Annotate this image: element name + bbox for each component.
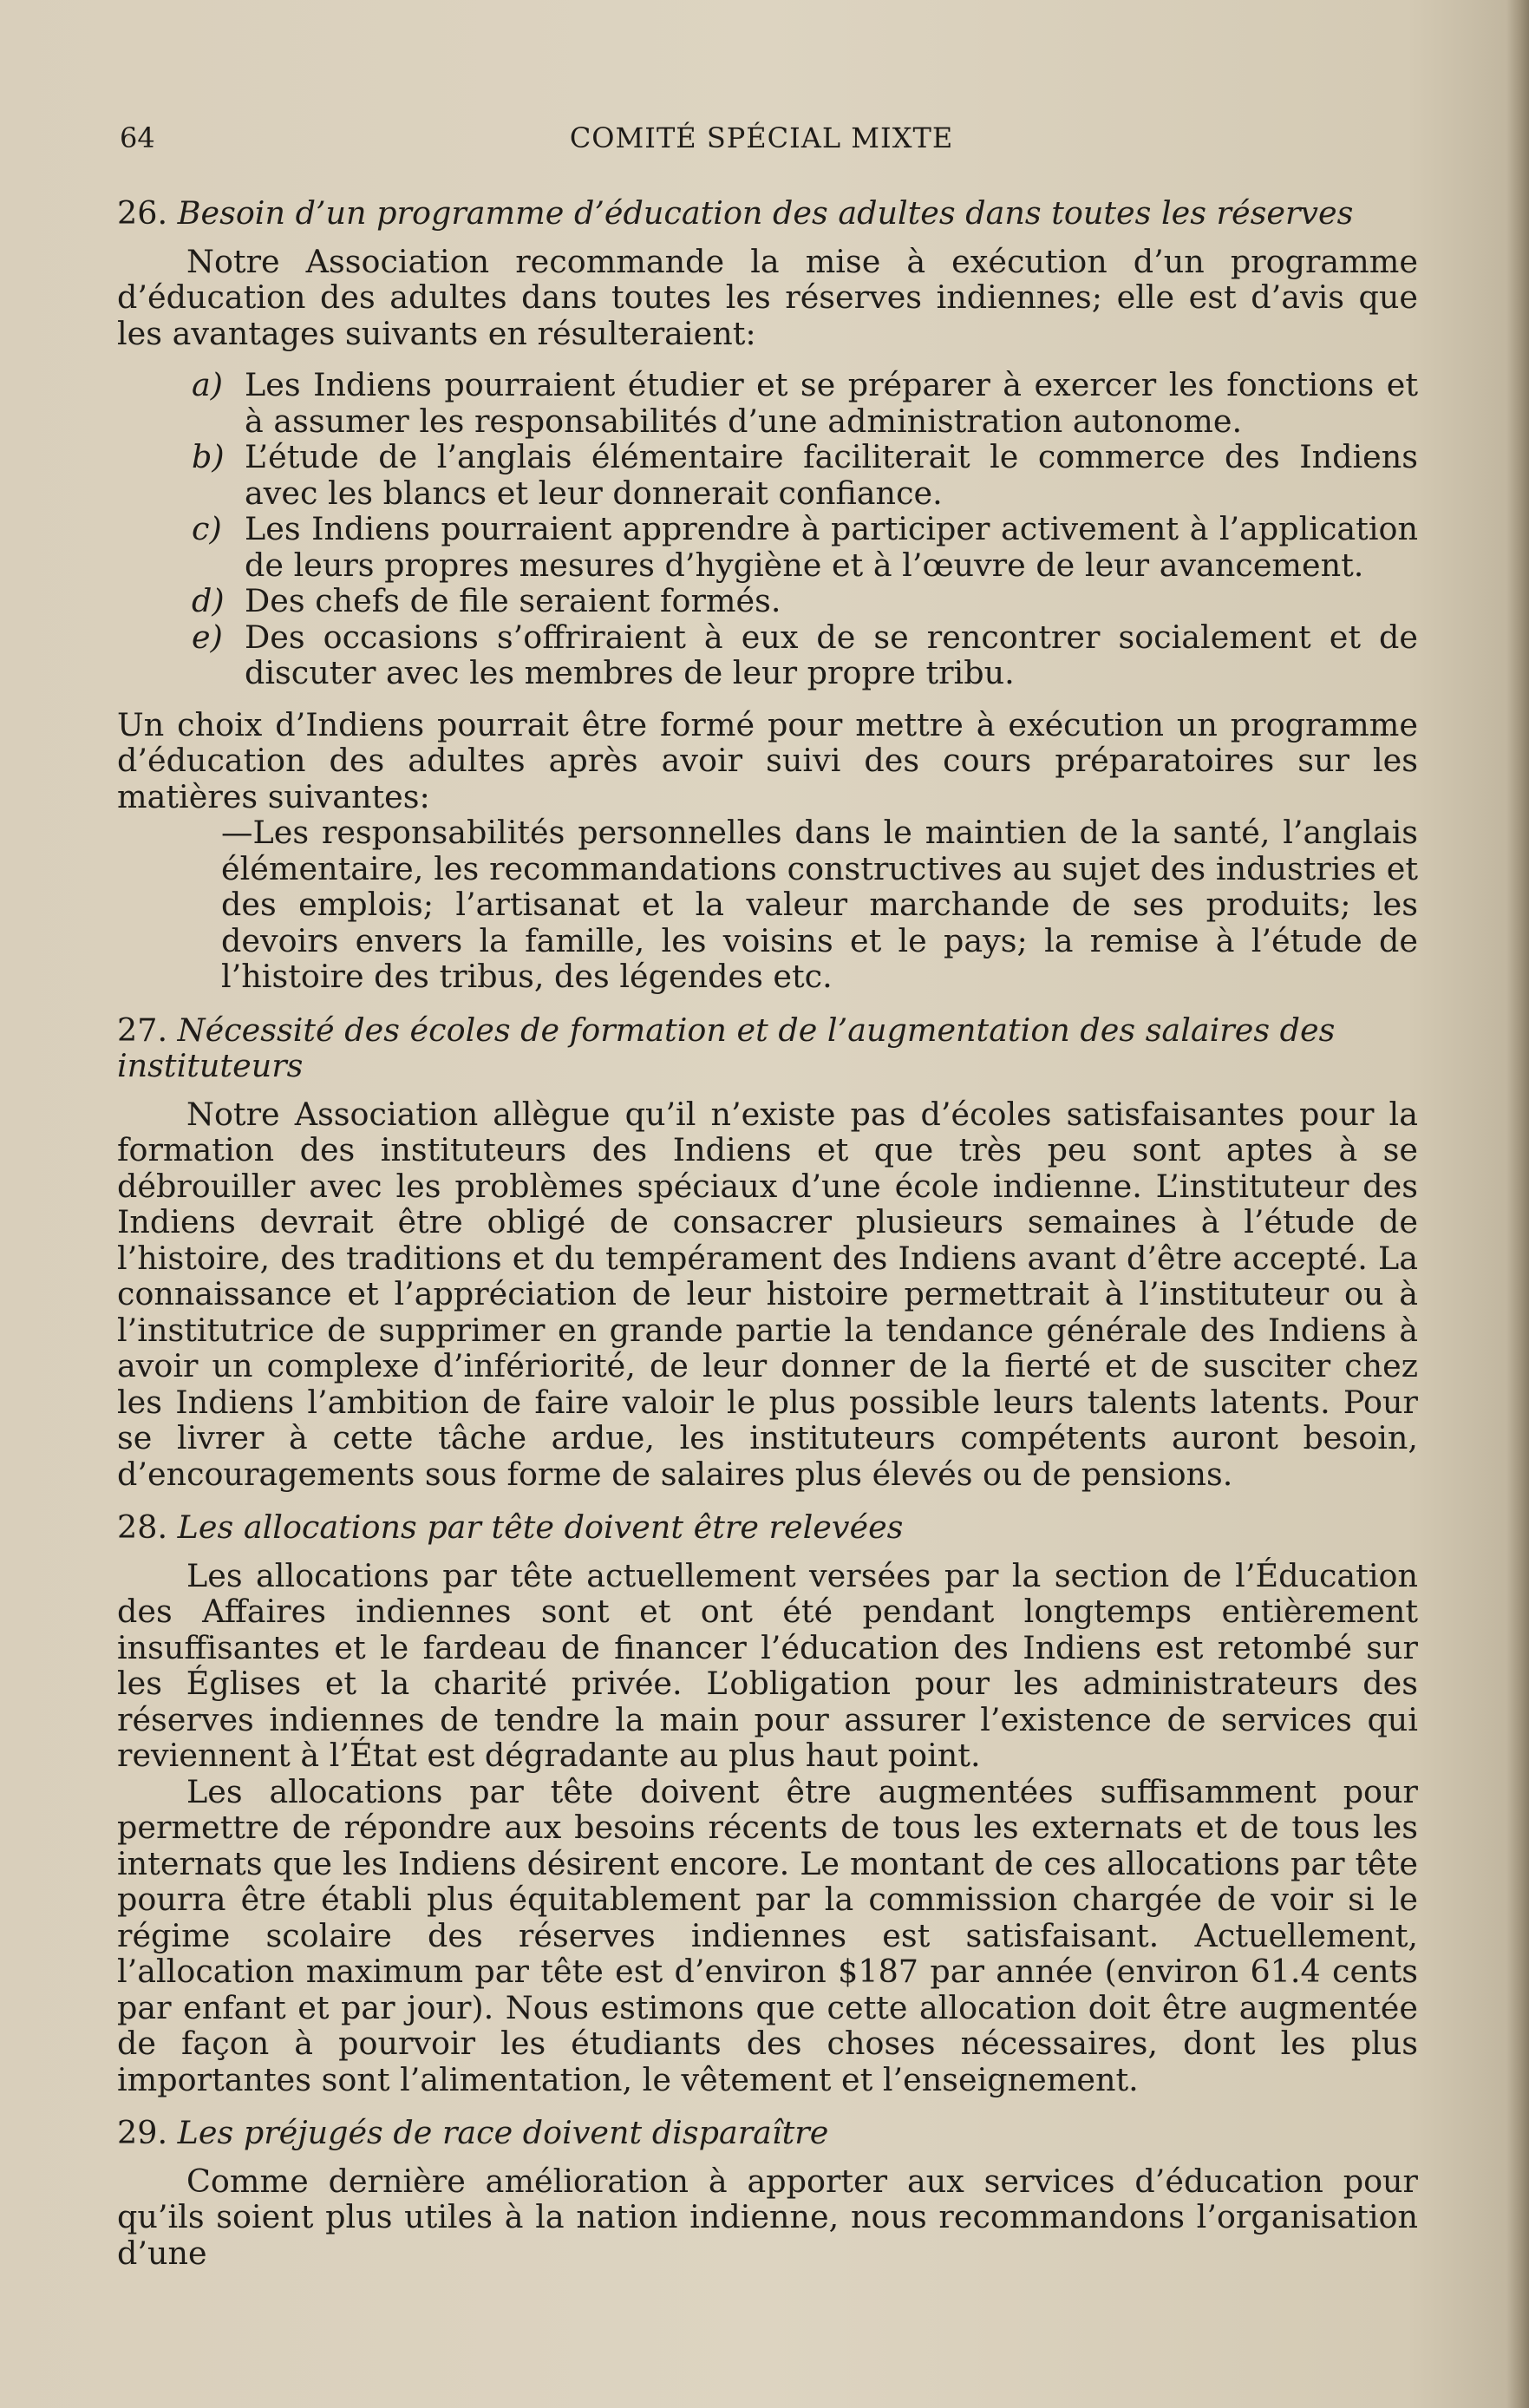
paragraph: Notre Association recommande la mise à exécution d’un programme d’éducation des adultes dans toutes les réserves indiennes; elle est d’avis que les avantages suivants en résulteraient:	[117, 242, 1418, 352]
section-number: 27.	[117, 1011, 168, 1049]
list-item-text: Des chefs de file seraient formés.	[245, 582, 781, 619]
recommendation-list	[117, 367, 1418, 691]
section-number: 26.	[117, 194, 168, 232]
list-item	[117, 367, 1418, 439]
section-title: Les allocations par tête doivent être relevées	[177, 1508, 904, 1546]
page-edge-shadow	[1506, 0, 1529, 2408]
page-header	[120, 121, 1403, 165]
paragraph: Un choix d’Indiens pourrait être formé pour mettre à exécution un programme d’éducation des adultes après avoir suivi des cours préparatoires sur les matières suivantes:	[117, 705, 1418, 815]
page-body	[117, 195, 1418, 2271]
running-title: COMITÉ SPÉCIAL MIXTE	[569, 121, 954, 154]
list-item-text: Les Indiens pourraient apprendre à participer activement à l’application de leurs propres mesures d’hygiène et à l’œuvre de leur avancement.	[245, 510, 1418, 584]
list-item	[117, 619, 1418, 691]
list-marker: a)	[192, 366, 224, 403]
paragraph: Comme dernière amélioration à apporter aux services d’éducation pour qu’ils soient plus utiles à la nation indienne, nous recommandons l’organisation d’une	[117, 2162, 1418, 2272]
subjects-list-paragraph: —Les responsabilités personnelles dans le maintien de la santé, l’anglais élémentaire, les recommandations constructives au sujet des industries et des emplois; l’artisanat et la valeur marchande de ses produits; les devoirs envers la famille, les voisins et le pays; la remise à l’étude de l’histoire des tribus, des légendes etc.	[221, 814, 1418, 995]
section-title: Besoin d’un programme d’éducation des adultes dans toutes les réserves	[177, 194, 1354, 232]
list-item	[117, 583, 1418, 619]
list-item-text: Les Indiens pourraient étudier et se préparer à exercer les fonctions et à assumer les responsabilités d’une administration autonome.	[245, 366, 1418, 440]
section-number: 29.	[117, 2114, 168, 2151]
list-item	[117, 439, 1418, 511]
list-item-text: L’étude de l’anglais élémentaire faciliterait le commerce des Indiens avec les blancs et leur donnerait confiance.	[245, 438, 1418, 512]
section-title: Nécessité des écoles de formation et de l’augmentation des salaires des instituteurs	[117, 1011, 1336, 1084]
list-marker: b)	[192, 438, 225, 475]
paragraph: Notre Association allègue qu’il n’existe pas d’écoles satisfaisantes pour la formation des instituteurs des Indiens et que très peu sont aptes à se débrouiller avec les problèmes spéciaux d’une école indienne. L’instituteur des Indiens devrait être obligé de consacrer plusieurs semaines à l’étude de l’histoire, des traditions et du tempérament des Indiens avant d’être accepté. La connaissance et l’appréciation de leur histoire permettrait à l’instituteur ou à l’institutrice de supprimer en grande partie la tendance générale des Indiens à avoir un complexe d’infériorité, de leur donner de la fierté et de susciter chez les Indiens l’ambition de faire valoir le plus possible leurs talents latents. Pour se livrer à cette tâche ardue, les instituteurs compétents auront besoin, d’encouragements sous forme de salaires plus élevés ou de pensions.	[117, 1095, 1418, 1493]
list-marker: d)	[192, 582, 225, 619]
paragraph: Les allocations par tête actuellement versées par la section de l’Éducation des Affaires indiennes sont et ont été pendant longtemps entièrement insuffisantes et le fardeau de financer l’éducation des Indiens est retombé sur les Églises et la charité privée. L’obligation pour les administrateurs des réserves indiennes de tendre la main pour assurer l’existence de services qui reviennent à l’État est dégradante au plus haut point.	[117, 1556, 1418, 1774]
list-marker: e)	[192, 618, 223, 656]
list-item	[117, 511, 1418, 583]
section-heading-28	[117, 1509, 1418, 1546]
section-heading-27	[117, 1012, 1418, 1084]
list-marker: c)	[192, 510, 222, 547]
list-item-text: Des occasions s’offriraient à eux de se rencontrer socialement et de discuter avec les membres de leur propre tribu.	[245, 618, 1418, 691]
section-heading-26	[117, 195, 1418, 232]
section-number: 28.	[117, 1508, 168, 1546]
paragraph: Les allocations par tête doivent être augmentées suffisamment pour permettre de répondre aux besoins récents de tous les externats et de tous les internats que les Indiens désirent encore. Le montant de ces allocations par tête pourra être établi plus équitablement par la commission chargée de voir si le régime scolaire des réserves indiennes est satisfaisant. Actuellement, l’allocation maximum par tête est d’environ $187 par année (environ 61.4 cents par enfant et par jour). Nous estimons que cette allocation doit être augmentée de façon à pourvoir les étudiants des choses nécessaires, dont les plus importantes sont l’alimentation, le vêtement et l’enseignement.	[117, 1772, 1418, 2098]
page-number: 64	[120, 121, 155, 154]
section-title: Les préjugés de race doivent disparaître	[177, 2114, 829, 2151]
section-heading-29	[117, 2115, 1418, 2151]
